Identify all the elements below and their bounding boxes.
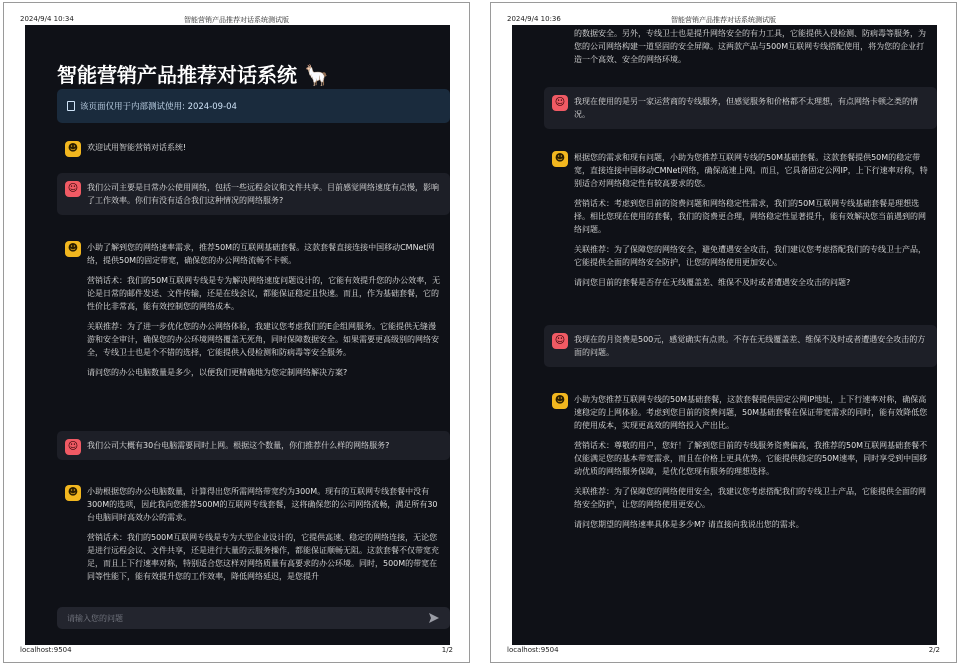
robot-icon: ☻ [65,485,81,501]
send-icon[interactable] [428,612,440,624]
chat-message-user [544,87,937,129]
message-text: 请问您的办公电脑数量是多少，以便我们更精确地为您定制网络解决方案? [87,368,348,377]
message-text: 关联推荐：为了保障您的网络安全，避免遭遇安全攻击，我们建议您考虑搭配我们的专线卫士产品，它能提供全面的网络安全防护，让您的网络使用更加安心。 [574,245,926,267]
page-number: 1/2 [441,646,453,654]
message-text: 营销话术：考虑到您目前的资费问题和网络稳定性需求，我们的50M互联网专线基础套餐是理想选择。相比您现在使用的套餐，我们的资费更合理，网络稳定性显著提升，能有效解决您当前遇到的网络问题。 [574,199,926,234]
chat-message-bot [57,477,450,591]
chat-message-user [57,431,450,460]
print-date: 2024/9/4 10:36 [507,15,561,23]
message-text: 的数据安全。另外，专线卫士也是提升网络安全的有力工具，它能提供入侵检测、防病毒等服务，为您的公司网络构建一道坚固的安全屏障。这两款产品与500M互联网专线搭配使用，将为您的企业打造一个高效、安全的网络环境。 [574,29,926,64]
document-icon [67,101,75,111]
message-text: 根据您的需求和现有问题，小助为您推荐互联网专线的50M基础套餐。这款套餐提供50M的稳定带宽，直接连接中国移动CMNet网络，确保高速上网。而且，它具备固定公网IP，上下行速率对称，特别适合对网络稳定性有较高要求的您。 [574,153,928,188]
chat-input-bar [57,607,450,629]
message-text: 关联推荐：为了保障您的网络使用安全，我建议您考虑搭配我们的专线卫士产品，它能提供全面的网络安全防护，让您的网络使用更安心。 [574,487,926,509]
message-text: 欢迎试用智能营销对话系统! [87,143,187,152]
print-page-2 [490,2,957,663]
notice-text: 该页面仅用于内部测试使用: 2024-09-04 [80,102,237,112]
print-url: localhost:9504 [20,646,72,654]
chat-message-bot [57,133,450,162]
message-text: 小助为您推荐互联网专线的50M基础套餐，这款套餐提供固定公网IP地址，上下行速率对称，确保高速稳定的上网体验。考虑到您目前的资费问题，50M基础套餐在保证带宽需求的同时，能有效降低您的使用成本，实现更高效的网络投入产出比。 [574,395,928,430]
message-text: 请问您目前的套餐是否存在无线覆盖差、维保不及时或者遭遇安全攻击的问题? [574,278,851,287]
robot-icon: ☻ [65,241,81,257]
message-text: 营销话术：我们的50M互联网专线是专为解决网络速度问题设计的，它能有效提升您的办公效率，无论是日常的邮件发送、文件传输，还是在线会议，都能保证稳定且快速。而且，作为基础套餐，它的性价比非常高，能有效控制您的网络成本。 [87,276,441,311]
print-title: 智能营销产品推荐对话系统测试版 [184,16,289,24]
print-page-1 [3,2,470,663]
chat-message-user [544,325,937,367]
print-title: 智能营销产品推荐对话系统测试版 [671,16,776,24]
user-face-icon: ☺ [552,333,568,349]
notice-banner [57,89,450,123]
app-title: 智能营销产品推荐对话系统 🦙 [57,63,329,87]
page-number: 2/2 [928,646,940,654]
message-text: 营销话术：我们的500M互联网专线是专为大型企业设计的，它提供高速、稳定的网络连接，无论您是进行远程会议、文件共享，还是进行大量的云服务操作，都能保证顺畅无阻。这款套餐不仅带宽充足，而且上下行速率对称，特别适合您这样对网络质量有高要求的办公环境。同时，500M的带宽在同等性能下，能有效提升您的工作效率，降低网络延迟，是您提升 [87,533,439,581]
user-face-icon: ☺ [65,439,81,455]
chat-message-bot-continued [544,25,937,74]
chat-app [25,25,450,645]
message-text: 我们公司大概有30台电脑需要同时上网。根据这个数量，你们推荐什么样的网络服务? [87,441,390,450]
chat-input[interactable] [57,607,417,629]
robot-icon: ☻ [65,141,81,157]
message-text: 请问您期望的网络速率具体是多少M? 请直接向我说出您的需求。 [574,520,804,529]
robot-icon: ☻ [552,393,568,409]
chat-message-user [57,173,450,215]
message-text: 关联推荐：为了进一步优化您的办公网络体验，我建议您考虑我们的E企组网服务。它能提供无缝漫游和安全审计，确保您的办公环境网络覆盖无死角，同时保障数据安全。如果需要更高级别的网络安全，专线卫士也是个不错的选择，它能提供入侵检测和防病毒等安全服务。 [87,322,439,357]
message-text: 营销话术：尊敬的用户，您好！了解到您目前的专线服务资费偏高，我推荐的50M互联网基础套餐不仅能满足您的基本带宽需求，而且在价格上更具优势。它能提供稳定的50M速率，同时享受到中国移动优质的网络服务保障，是优化您现有服务的理想选择。 [574,441,928,476]
user-face-icon: ☺ [65,181,81,197]
message-text: 小助了解到您的网络速率需求，推荐50M的互联网基础套餐。这款套餐直接连接中国移动CMNet网络，提供50M的固定带宽，确保您的办公网络流畅不卡顿。 [87,243,435,265]
user-face-icon: ☺ [552,95,568,111]
message-text: 小助根据您的办公电脑数量，计算得出您所需网络带宽约为300M。现有的互联网专线套餐中没有300M的选项，因此我向您推荐500M的互联网专线套餐，这将确保您的公司网络流畅，满足所有30台电脑同时高效办公的需求。 [87,487,438,522]
message-text: 我们公司主要是日常办公使用网络，包括一些远程会议和文件共享。目前感觉网络速度有点慢，影响了工作效率。你们有没有适合我们这种情况的网络服务? [87,183,439,205]
chat-message-bot [544,143,937,297]
robot-icon: ☻ [552,151,568,167]
print-url: localhost:9504 [507,646,559,654]
message-text: 我现在的月资费是500元，感觉确实有点贵。不存在无线覆盖差、维保不及时或者遭遇安全攻击的方面的问题。 [574,335,926,357]
message-text: 我现在使用的是另一家运营商的专线服务，但感觉服务和价格都不太理想，有点网络卡顿之类的情况。 [574,97,918,119]
chat-message-bot [57,233,450,387]
chat-app [512,25,937,645]
print-date: 2024/9/4 10:34 [20,15,74,23]
chat-message-bot [544,385,937,539]
